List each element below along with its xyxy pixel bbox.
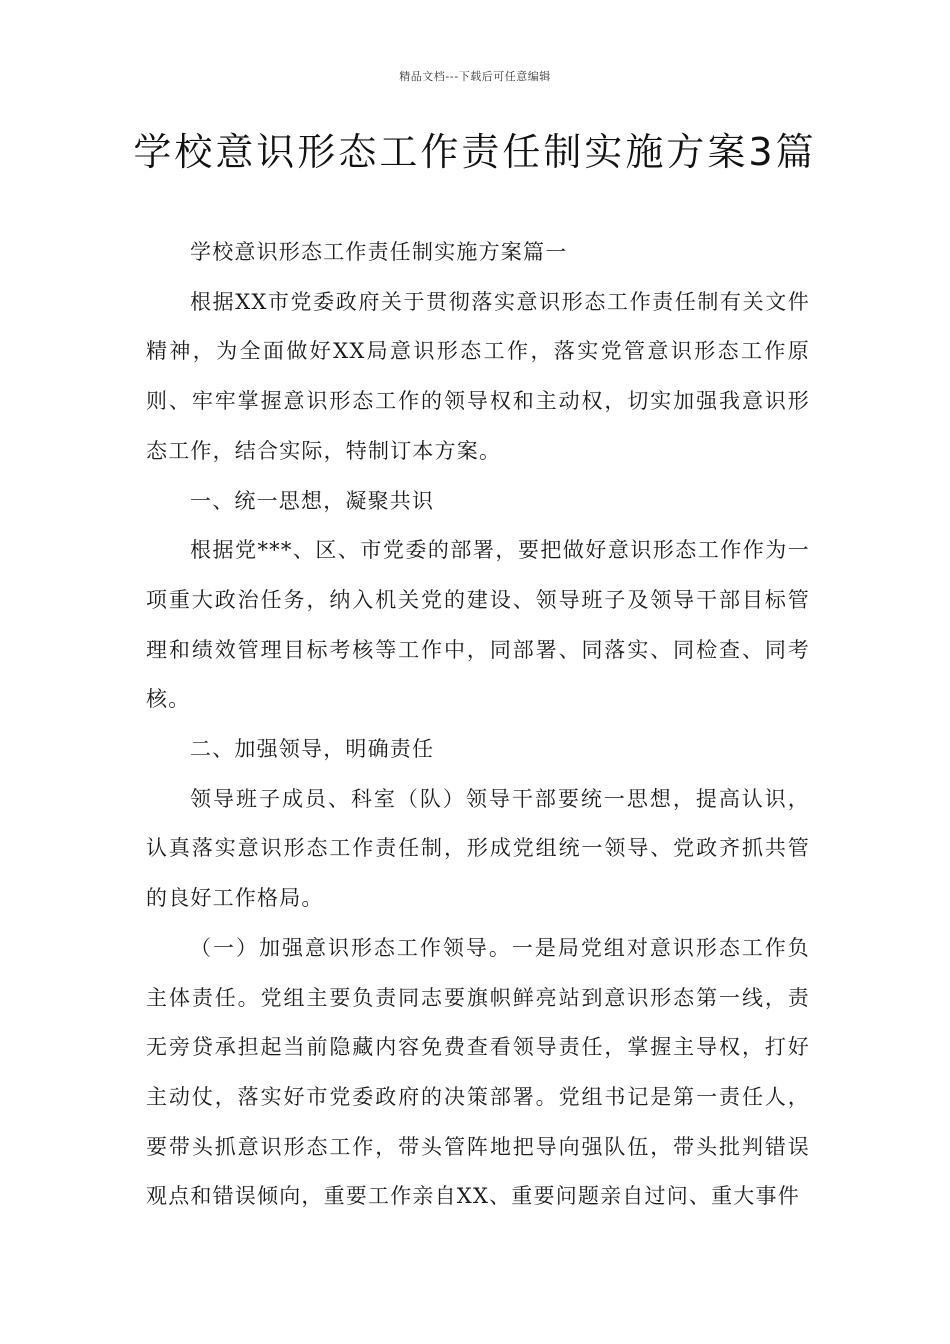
document-body — [146, 228, 810, 1222]
body-paragraph: 根据党***、区、市党委的部署，要把做好意识形态工作作为一项重大政治任务，纳入机关党的建设、领导班子及领导干部目标管理和绩效管理目标考核等工作中，同部署、同落实、同检查、同考核。 — [146, 538, 810, 712]
body-paragraph: 根据XX市党委政府关于贯彻落实意识形态工作责任制有关文件精神，为全面做好XX局意识形态工作，落实党管意识形态工作原则、牢牢掌握意识形态工作的领导权和主动权，切实加强我意识形态工作，结合实际，特制订本方案。 — [146, 289, 810, 463]
body-paragraph: （一）加强意识形态工作领导。一是局党组对意识形态工作负主体责任。党组主要负责同志要旗帜鲜亮站到意识形态第一线，责无旁贷承担起当前隐藏内容免费查看领导责任，掌握主导权，打好主动仗，落实好市党委政府的决策部署。党组书记是第一责任人，要带头抓意识形态工作，带头管阵地把导向强队伍，带头批判错误观点和错误倾向，重要工作亲自XX、重要问题亲自过问、重大事件 — [146, 935, 810, 1209]
section-heading: 一、统一思想，凝聚共识 — [190, 488, 435, 513]
header-note: 精品文档---下载后可任意编辑 — [399, 70, 551, 83]
document-title: 学校意识形态工作责任制实施方案3篇 — [133, 130, 817, 174]
body-paragraph: 领导班子成员、科室（队）领导干部要统一思想，提高认识，认真落实意识形态工作责任制，形成党组统一领导、党政齐抓共管的良好工作格局。 — [146, 786, 810, 911]
section-heading: 二、加强领导，明确责任 — [190, 737, 435, 762]
section-heading-part-one: 学校意识形态工作责任制实施方案篇一 — [190, 240, 568, 264]
